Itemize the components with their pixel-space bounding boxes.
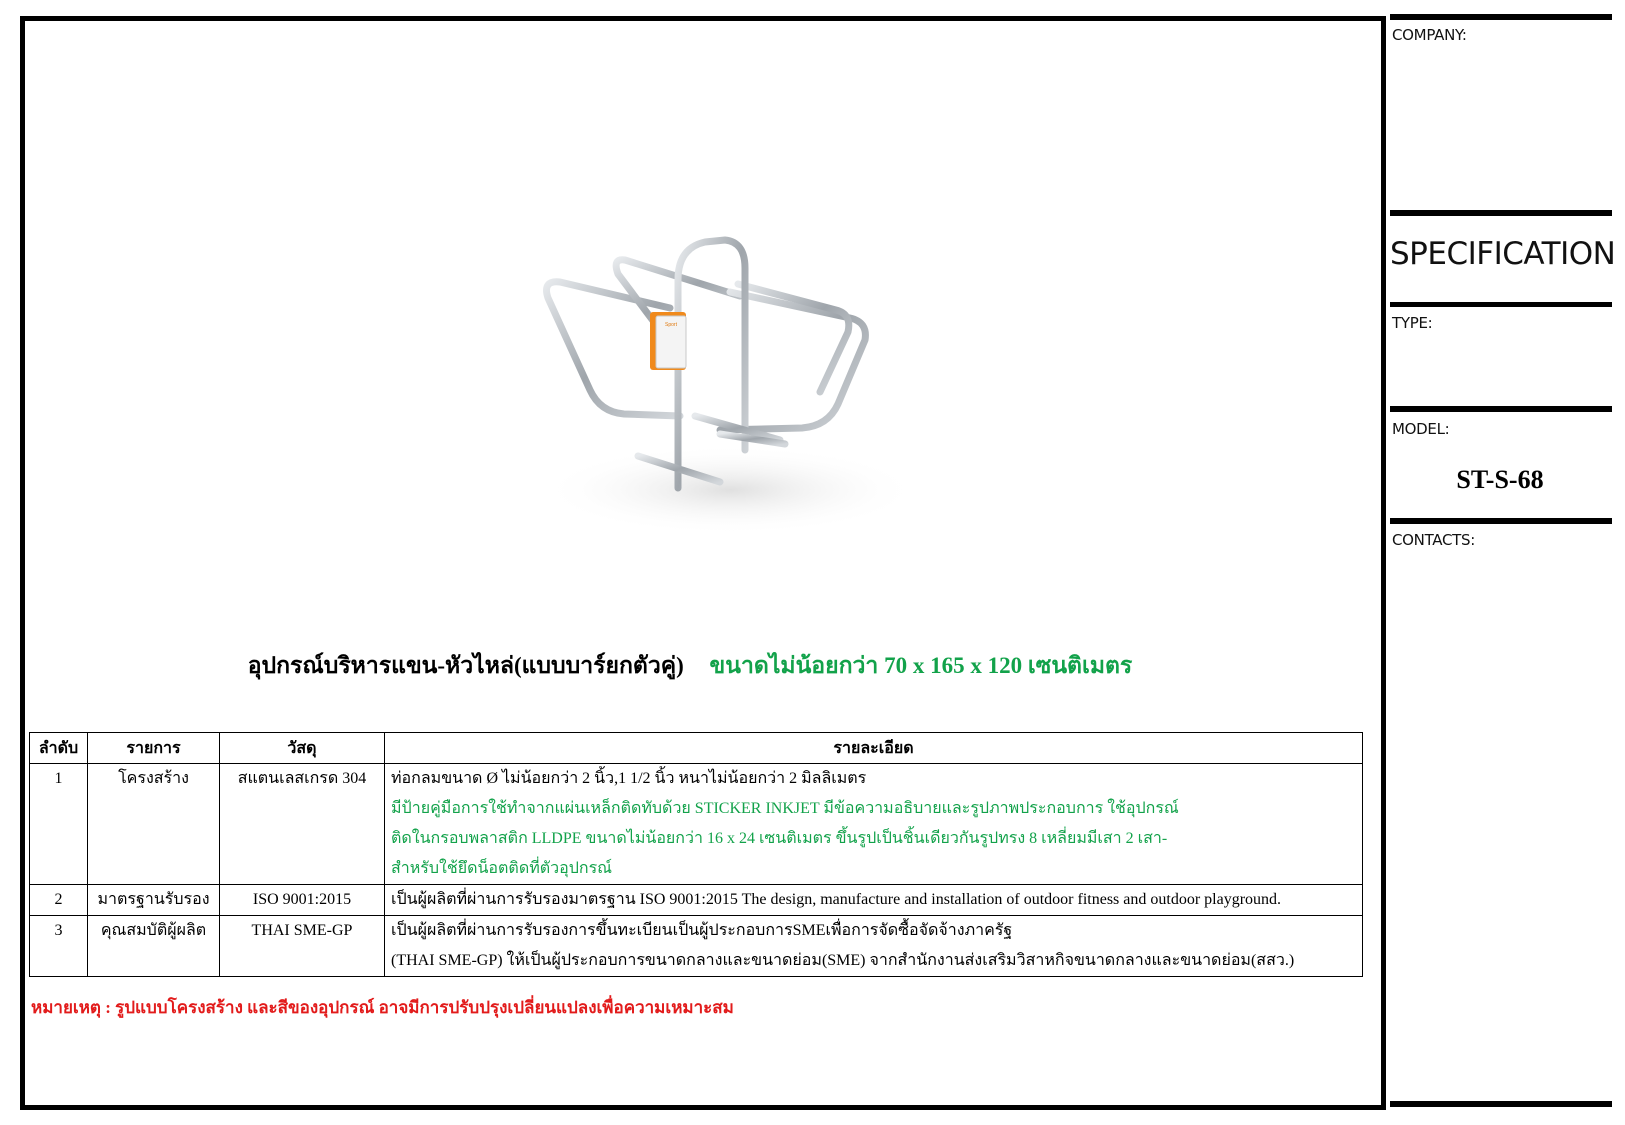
spec-table	[29, 732, 1363, 977]
instruction-plate	[650, 312, 686, 370]
table-row	[30, 764, 1363, 885]
divider	[1390, 302, 1612, 307]
model-label: MODEL:	[1392, 420, 1450, 438]
row-details	[385, 764, 1363, 885]
row-details	[385, 916, 1363, 977]
divider	[1390, 518, 1612, 524]
remark-note: หมายเหตุ : รูปแบบโครงสร้าง และสีของอุปกรณ์ อาจมีการปรับปรุงเปลี่ยนแปลงเพื่อความเหมาะสม	[31, 998, 734, 1017]
table-header-row	[30, 733, 1363, 764]
row-no: 3	[30, 916, 88, 977]
spec-title: SPECIFICATION	[1390, 236, 1616, 272]
product-image	[520, 220, 940, 560]
title-block	[1390, 0, 1615, 1125]
divider	[1390, 14, 1612, 20]
divider	[1390, 406, 1612, 412]
table-row	[30, 916, 1363, 977]
company-label: COMPANY:	[1392, 26, 1467, 44]
row-no: 2	[30, 885, 88, 916]
detail-line: เป็นผู้ผลิตที่ผ่านการรับรองมาตรฐาน ISO 9001:2015 The design, manufacture and installation of outdoor fitness and outdoor playground.	[391, 891, 1282, 908]
table-row	[30, 885, 1363, 916]
product-size: ขนาดไม่น้อยกว่า 70 x 165 x 120 เซนติเมตร	[709, 653, 1133, 678]
product-name: อุปกรณ์บริหารแขน-หัวไหล่(แบบบาร์ยกตัวคู่)	[247, 653, 684, 678]
row-no: 1	[30, 764, 88, 885]
detail-line: เป็นผู้ผลิตที่ผ่านการรับรองการขึ้นทะเบียนเป็นผู้ประกอบการSMEเพื่อการจัดซื้อจัดจ้างภาครัฐ	[391, 922, 1013, 939]
row-item: คุณสมบัติผู้ผลิต	[88, 916, 220, 977]
contacts-label: CONTACTS:	[1392, 531, 1476, 549]
svg-text:Sport: Sport	[665, 322, 677, 328]
type-label: TYPE:	[1392, 314, 1433, 332]
detail-line: ติดในกรอบพลาสติก LLDPE ขนาดไม่น้อยกว่า 16 x 24 เซนติเมตร ขึ้นรูปเป็นชิ้นเดียวกันรูปทรง 8 เหลี่ยมมีเสา 2 เสา-	[391, 830, 1168, 847]
row-item: โครงสร้าง	[88, 764, 220, 885]
detail-line: สำหรับใช้ยึดน็อตติดที่ตัวอุปกรณ์	[391, 860, 613, 877]
divider	[1390, 210, 1612, 216]
detail-line: มีป้ายคู่มือการใช้ทำจากแผ่นเหล็กติดทับด้วย STICKER INKJET มีข้อความอธิบายและรูปภาพประกอบการ ใช้อุปกรณ์	[391, 800, 1179, 817]
divider	[1390, 1101, 1612, 1107]
header-details: รายละเอียด	[385, 733, 1363, 764]
row-material: สแตนเลสเกรด 304	[220, 764, 385, 885]
row-details	[385, 885, 1363, 916]
row-item: มาตรฐานรับรอง	[88, 885, 220, 916]
header-material: วัสดุ	[220, 733, 385, 764]
detail-line: ท่อกลมขนาด Ø ไม่น้อยกว่า 2 นิ้ว,1 1/2 นิ้ว หนาไม่น้อยกว่า 2 มิลลิเมตร	[391, 770, 867, 787]
header-item: รายการ	[88, 733, 220, 764]
product-title	[40, 648, 1340, 684]
detail-line: (THAI SME-GP) ให้เป็นผู้ประกอบการขนาดกลางและขนาดย่อม(SME) จากสำนักงานส่งเสริมวิสาหกิจขนาดกลางและขนาดย่อม(สสว.)	[391, 952, 1295, 969]
model-value: ST-S-68	[1456, 465, 1544, 494]
row-material: ISO 9001:2015	[220, 885, 385, 916]
header-no: ลำดับ	[30, 733, 88, 764]
row-material: THAI SME-GP	[220, 916, 385, 977]
